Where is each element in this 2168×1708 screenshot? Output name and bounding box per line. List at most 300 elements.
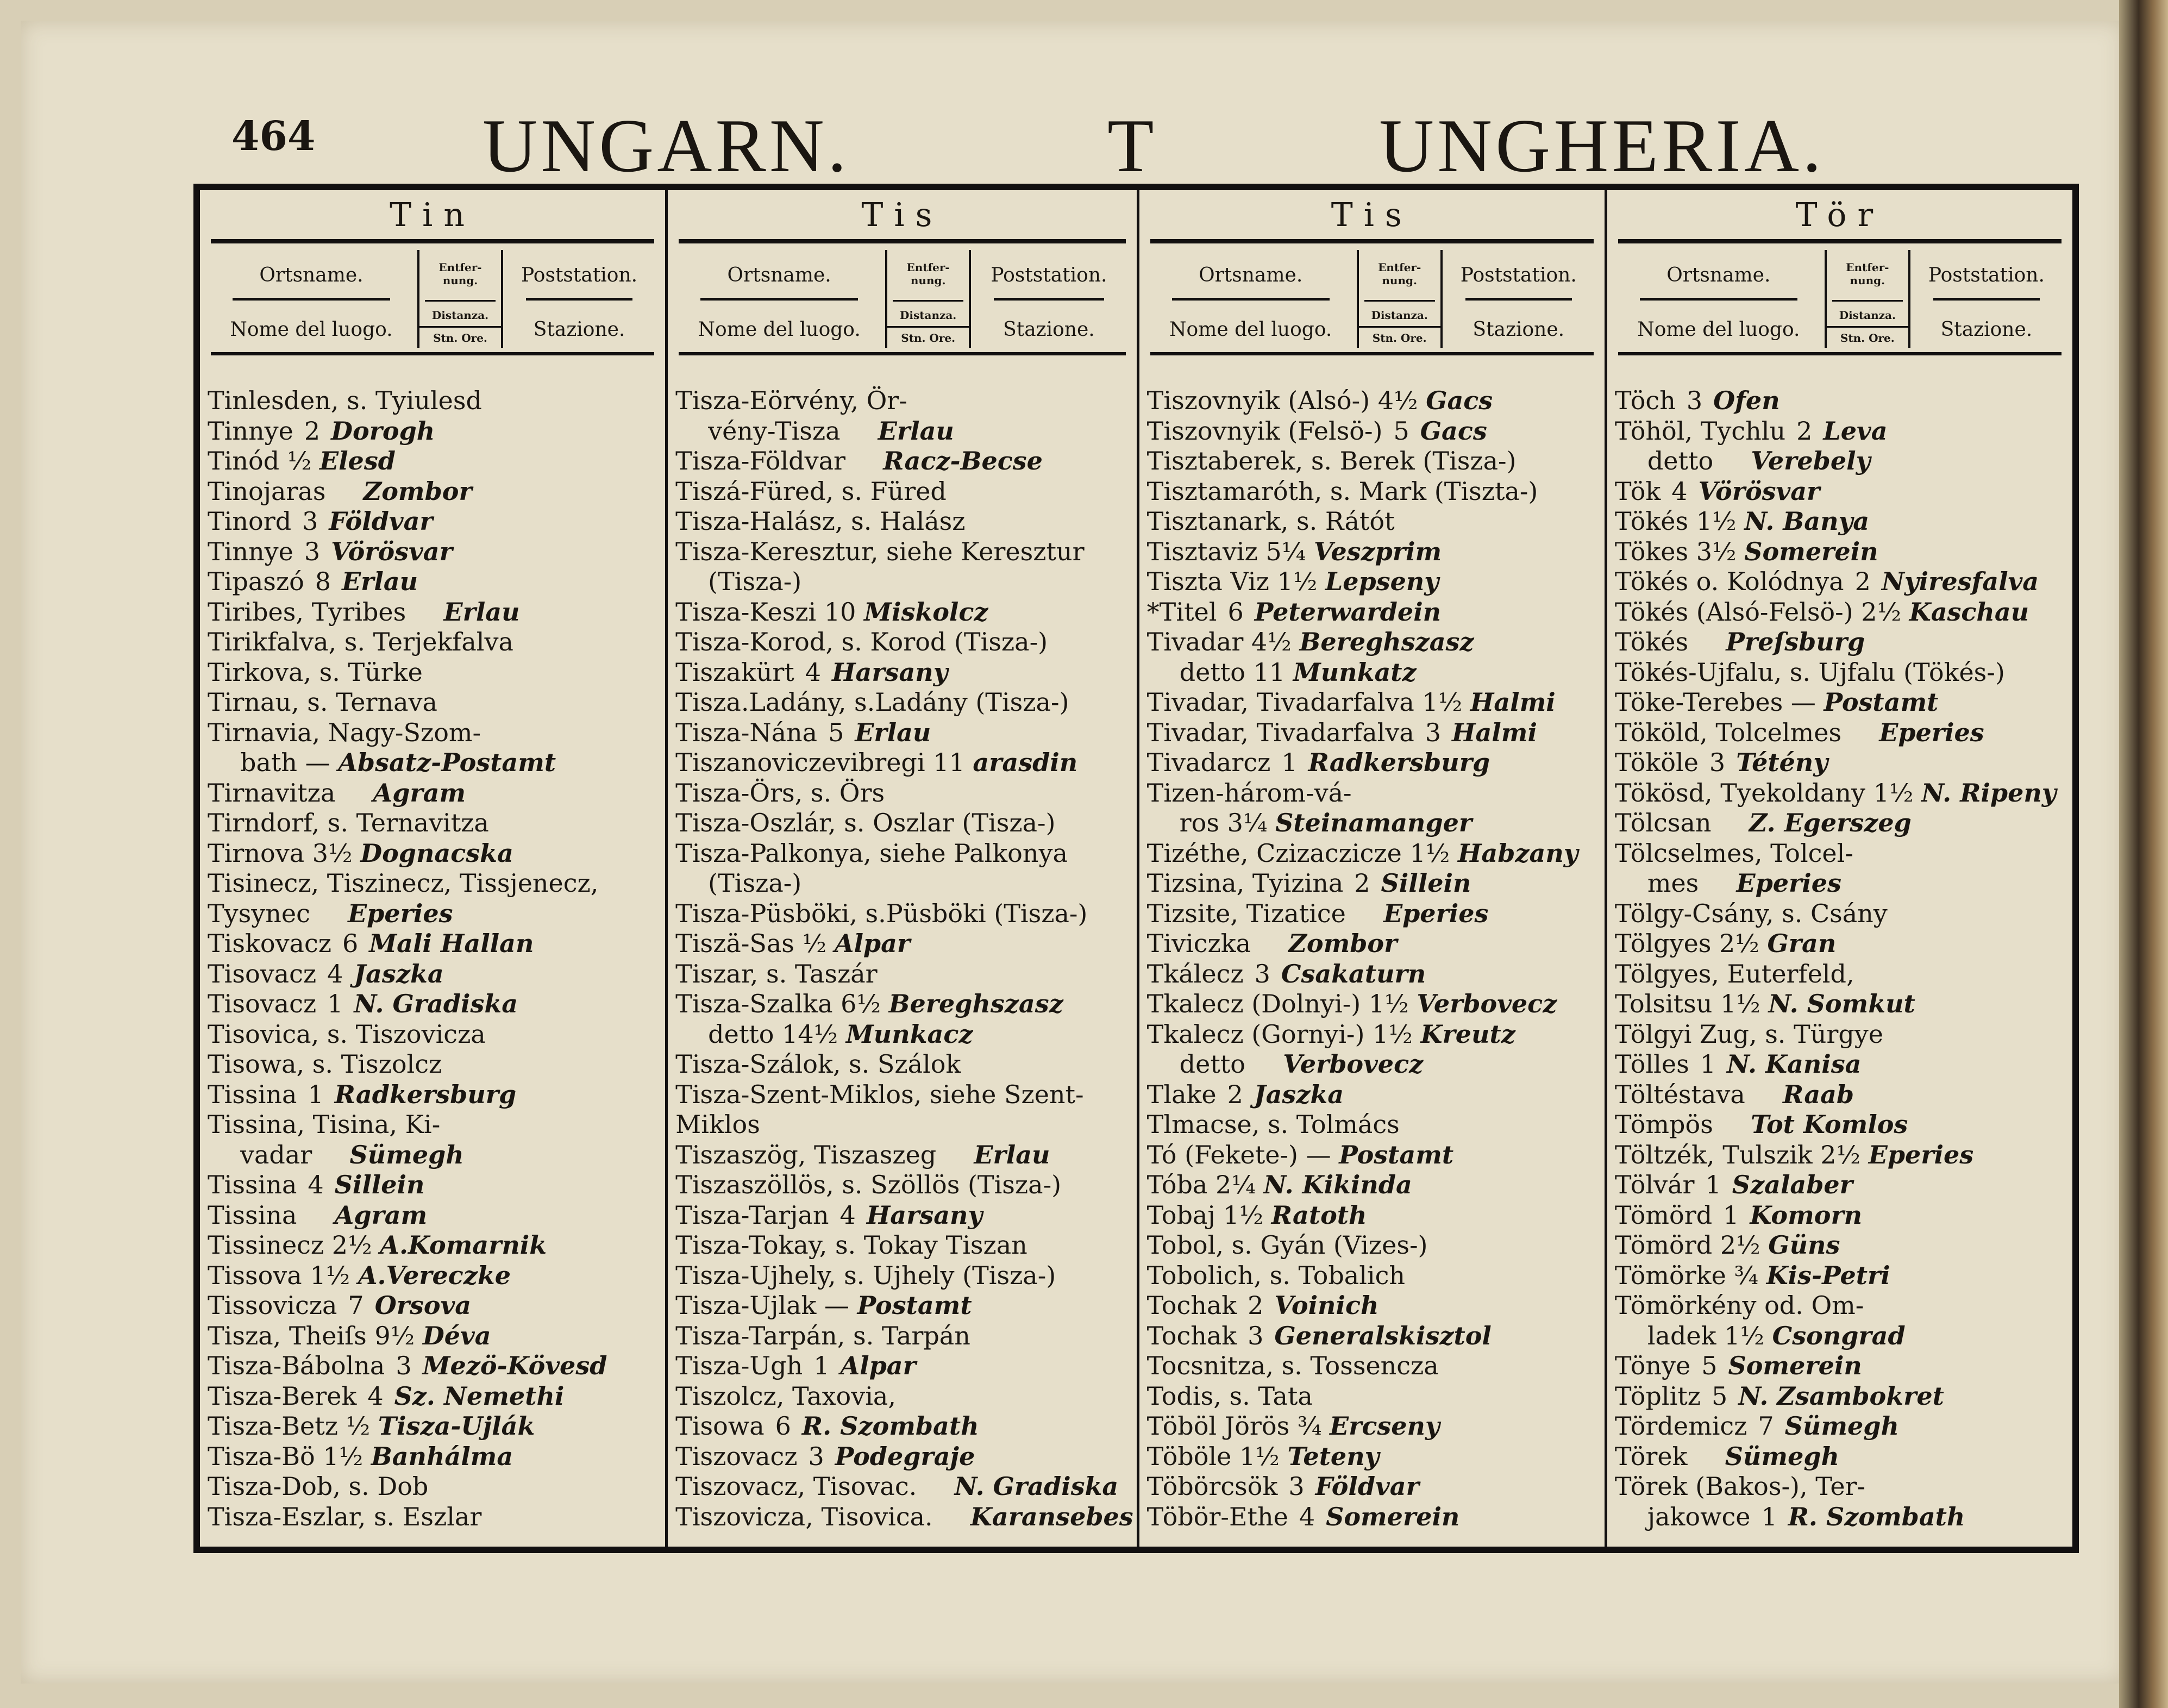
place-name: Tisza-Nána: [675, 717, 818, 747]
table-row: [1615, 868, 2069, 899]
table-row: [1615, 1019, 2069, 1050]
table-row: [208, 627, 662, 658]
place-name: Tisza-Ugh: [675, 1351, 803, 1380]
table-row: [208, 1049, 662, 1080]
place-name: Tisza-Betz: [208, 1411, 338, 1441]
distance: 1: [1281, 748, 1298, 777]
distance: 4½: [1251, 627, 1292, 656]
place-name: Tochak: [1146, 1321, 1237, 1350]
post-station: Munkatz: [1293, 657, 1417, 687]
distance: 1½: [323, 1441, 364, 1471]
table-row: [675, 1110, 1133, 1140]
table-row: [208, 1019, 662, 1050]
table-row: [1147, 567, 1601, 597]
post-station: Eperies: [1868, 1140, 1974, 1169]
place-name: Tisza-Ujlak: [675, 1291, 817, 1320]
place-name: Tisza, Theiſs: [208, 1321, 367, 1350]
post-station: Alpar: [834, 929, 911, 958]
distance: 1½: [1724, 1321, 1764, 1350]
post-station: Gacs: [1420, 416, 1487, 446]
table-row: [208, 778, 662, 809]
place-name: Töböle: [1146, 1441, 1232, 1471]
distance: 1½: [1873, 778, 1914, 808]
distance: 1: [327, 989, 343, 1018]
place-name: Tisza-Bábolna: [208, 1351, 385, 1380]
table-row: [1615, 929, 2069, 959]
place-name: Tobaj: [1146, 1200, 1215, 1230]
place-name: Tiszovnyik (Alsó-): [1146, 386, 1370, 415]
place-name: Tissina, Tisina, Ki-: [208, 1110, 441, 1139]
post-station: Elesd: [319, 446, 396, 476]
place-name: vadar: [240, 1140, 312, 1169]
header-name-it: Nome del luogo.: [230, 318, 393, 341]
distance: 1: [1700, 1049, 1716, 1079]
place-name: ros: [1179, 808, 1219, 837]
place-name: Tinojaras: [208, 476, 326, 506]
place-name: Tisza-Tarjan: [675, 1200, 829, 1230]
post-station: Z. Egerszeg: [1749, 808, 1912, 837]
post-station: Verbovecz: [1417, 989, 1557, 1018]
place-name: Tölles: [1614, 1049, 1689, 1079]
table-row: [675, 477, 1133, 507]
table-row: [1615, 1472, 2069, 1502]
post-station: Sz. Nemethi: [394, 1381, 565, 1411]
post-station: Bereghszasz: [1299, 627, 1474, 656]
post-station: Sümegh: [349, 1140, 464, 1169]
table-row: [1147, 687, 1601, 718]
distance: 2: [304, 416, 321, 446]
table-row: [208, 597, 662, 628]
table-row: [675, 989, 1133, 1019]
distance: 4: [839, 1200, 856, 1230]
place-name: *Titel: [1146, 597, 1217, 627]
place-name: Tökés (Alsó-Felsö-): [1614, 597, 1853, 627]
column-header: [211, 239, 654, 355]
header-post-station: [504, 243, 654, 352]
table-row: [208, 1381, 662, 1412]
post-station: Ercseny: [1330, 1411, 1440, 1441]
post-station: N. Zsambokret: [1738, 1381, 1944, 1411]
post-station: Tot Komlos: [1751, 1110, 1908, 1139]
table-row: [1147, 1110, 1601, 1140]
header-place-name: [1618, 243, 1819, 352]
distance: 1½: [1409, 838, 1450, 868]
table-row: [1615, 989, 2069, 1019]
distance: ¾: [1734, 1260, 1759, 1290]
table-row: [1147, 1411, 1601, 1442]
table-row: [1147, 899, 1601, 929]
running-title-letter: T: [1107, 104, 1157, 188]
post-station: Vörösvar: [1698, 476, 1820, 506]
distance: 3: [808, 1441, 824, 1471]
place-name: Tirnau, s. Ternava: [208, 687, 437, 717]
place-name: Tökés: [1614, 627, 1689, 656]
place-name: Tocsnitza, s. Tossencza: [1146, 1351, 1439, 1380]
place-name: Tizsina, Tyizina: [1146, 868, 1344, 898]
place-name: Tiribes, Tyribes: [208, 597, 406, 627]
post-station: Leva: [1823, 416, 1888, 446]
table-row: [1615, 687, 2069, 718]
table-row: [675, 1200, 1133, 1231]
place-name: Miklos: [675, 1110, 760, 1139]
place-name: Tissina: [208, 1170, 297, 1199]
place-name: vény-Tisza: [708, 416, 841, 446]
table-row: [1147, 808, 1601, 839]
post-station: Dognacska: [360, 838, 513, 868]
place-name: Tlmacse, s. Tolmács: [1146, 1110, 1400, 1139]
table-row: [1147, 778, 1601, 809]
table-row: [208, 1140, 662, 1171]
place-name: Tiszolcz, Taxovia,: [675, 1381, 896, 1411]
place-name: Tiszá-Füred, s. Füred: [675, 476, 947, 506]
post-station: N. Banya: [1744, 506, 1870, 536]
post-station: Gacs: [1426, 386, 1493, 415]
distance: 3: [1248, 1321, 1264, 1350]
place-name: Tisza-Palkonya, siehe Palkonya: [675, 838, 1068, 868]
table-row: [675, 537, 1133, 567]
post-station: Agram: [334, 1200, 428, 1230]
place-name: Tisza-Szent-Miklos, siehe Szent-: [675, 1079, 1084, 1109]
place-name: Tiszovnyik (Felsö-): [1146, 416, 1383, 446]
table-row: [208, 959, 662, 990]
table-row: [1147, 1049, 1601, 1080]
place-name: Tölgy-Csány, s. Csány: [1614, 898, 1888, 928]
place-name: Tisovacz: [208, 959, 317, 988]
place-name: Tisza-Keszi: [675, 597, 817, 627]
column-title: Tör: [1795, 196, 1884, 234]
header-rule: [994, 298, 1104, 301]
table-row: [675, 1019, 1133, 1050]
place-name: Tisza-Halász, s. Halász: [675, 506, 966, 536]
header-dist-it: Distanza.: [1371, 309, 1428, 322]
distance: 1½: [1277, 567, 1318, 596]
table-row: [1147, 989, 1601, 1019]
place-name: Tiskovacz: [208, 929, 331, 958]
column-title: Tin: [390, 196, 475, 234]
place-name: Tisovica, s. Tiszovicza: [208, 1019, 486, 1049]
post-station: Erlau: [855, 717, 931, 747]
table-row: [208, 687, 662, 718]
table-row: [1615, 1381, 2069, 1412]
table-row: [675, 1140, 1133, 1171]
table-row: [675, 929, 1133, 959]
table-row: [208, 899, 662, 929]
table-row: [675, 1502, 1133, 1532]
place-name: (Tisza-): [708, 567, 802, 596]
table-row: [1147, 1321, 1601, 1352]
header-distance: [417, 250, 503, 348]
distance: 2½: [1720, 1230, 1760, 1260]
place-name: Tökés-Ujfalu, s. Ujfalu (Tökés-): [1614, 657, 2005, 687]
place-name: Tirkova, s. Türke: [208, 657, 423, 687]
distance: 14½: [782, 1019, 838, 1049]
table-row: [1615, 1049, 2069, 1080]
distance: 4½: [1377, 386, 1418, 415]
post-station: Bereghszasz: [888, 989, 1063, 1018]
header-dist-it: Distanza.: [900, 309, 957, 322]
header-post-it: Stazione.: [533, 318, 625, 341]
place-name: ladek: [1647, 1321, 1716, 1350]
table-row: [675, 959, 1133, 990]
place-name: Tissova: [208, 1260, 302, 1290]
place-name: Tirikfalva, s. Terjekfalva: [208, 627, 513, 656]
table-row: [1147, 416, 1601, 447]
place-name: Tirnova: [208, 838, 305, 868]
place-name: Tisza-Eörvény, Ör-: [675, 386, 907, 415]
header-rule: [233, 298, 390, 301]
place-name: Tobol, s. Gyán (Vizes-): [1146, 1230, 1428, 1260]
header-distance: [1357, 250, 1443, 348]
table-row: [208, 1502, 662, 1532]
place-name: Tisinecz, Tiszinecz, Tissjenecz,: [208, 868, 599, 898]
place-name: Tisowa, s. Tiszolcz: [208, 1049, 442, 1079]
post-station: Komorn: [1750, 1200, 1863, 1230]
place-name: Tinord: [208, 506, 292, 536]
place-name: Tkálecz: [1146, 959, 1244, 988]
place-name: Tysynec: [208, 898, 310, 928]
table-row: [1147, 1230, 1601, 1261]
running-title-german: UNGARN.: [483, 104, 850, 188]
post-station: Gran: [1767, 929, 1837, 958]
table-column: [1607, 190, 2072, 1547]
distance: 8: [315, 567, 331, 596]
place-name: Tinód: [208, 446, 280, 476]
table-row: [1147, 1381, 1601, 1412]
distance: ½: [802, 929, 827, 958]
header-distance: [885, 250, 971, 348]
place-name: (Tisza-): [708, 868, 802, 898]
table-row: [1147, 537, 1601, 567]
book-spine: [2119, 0, 2168, 1708]
place-name: Tissovicza: [208, 1291, 337, 1320]
distance: 3: [1254, 959, 1270, 988]
entry-list: [1607, 355, 2072, 1532]
table-row: [675, 506, 1133, 537]
post-station: Jaszka: [1254, 1079, 1344, 1109]
distance: ¾: [1297, 1411, 1322, 1441]
place-name: Tömörke: [1614, 1260, 1726, 1290]
place-name: Tisza-Földvar: [675, 446, 846, 476]
place-name: detto: [1179, 657, 1246, 687]
place-name: Tisztamaróth, s. Mark (Tiszta-): [1146, 476, 1538, 506]
header-post-de: Poststation.: [991, 264, 1107, 286]
table-row: [1615, 1442, 2069, 1472]
post-station: Teteny: [1287, 1441, 1380, 1471]
post-station: Orsova: [374, 1291, 472, 1320]
place-name: Tobolich, s. Tobalich: [1146, 1260, 1406, 1290]
distance: —: [824, 1291, 850, 1320]
header-name-it: Nome del luogo.: [698, 318, 861, 341]
place-name: Todis, s. Tata: [1146, 1381, 1313, 1411]
distance: 11: [1253, 657, 1286, 687]
table-row: [675, 839, 1133, 869]
header-dist-it: Distanza.: [1839, 309, 1896, 322]
table-row: [208, 658, 662, 688]
table-row: [675, 899, 1133, 929]
table-row: [1615, 959, 2069, 990]
table-row: [675, 1381, 1133, 1412]
place-name: Tisza-Eszlar, s. Eszlar: [208, 1501, 482, 1531]
place-name: Tivadar, Tivadarfalva: [1146, 717, 1414, 747]
distance: 5: [1712, 1381, 1728, 1411]
place-name: Töböl Jörös: [1146, 1411, 1290, 1441]
place-name: mes: [1647, 868, 1699, 898]
place-name: Töltzék, Tulszik: [1614, 1140, 1813, 1169]
distance: 3: [1686, 386, 1703, 415]
distance: 4: [308, 1170, 324, 1199]
place-name: Tissina: [208, 1079, 297, 1109]
table-row: [1147, 1200, 1601, 1231]
place-name: Töbörcsök: [1146, 1472, 1278, 1501]
table-row: [1147, 1502, 1601, 1532]
place-name: Tölgyes: [1614, 929, 1712, 958]
post-station: Mezö-Kövesd: [422, 1351, 607, 1380]
header-dist-units: Stn. Ore.: [1372, 331, 1427, 345]
post-station: Nyiresfalva: [1881, 567, 2039, 596]
place-name: Tkalecz (Dolnyi-): [1146, 989, 1361, 1018]
table-row: [208, 446, 662, 477]
table-row: [1615, 416, 2069, 447]
column-title: Tis: [1331, 196, 1413, 234]
post-station: Eperies: [1736, 868, 1841, 898]
place-name: Tkalecz (Gornyi-): [1146, 1019, 1365, 1049]
distance: 3¼: [1227, 808, 1268, 837]
distance: 2½: [1719, 929, 1759, 958]
place-name: Tökes: [1614, 536, 1689, 566]
place-name: Tiszanoviczevibregi: [675, 748, 925, 777]
header-dist-it: Distanza.: [431, 309, 489, 322]
distance: 4: [805, 657, 822, 687]
header-rule: [700, 298, 858, 301]
header-post-de: Poststation.: [1460, 264, 1577, 286]
column-title: Tis: [861, 196, 943, 234]
distance: 2½: [1861, 597, 1902, 627]
header-dist-de: [1359, 261, 1440, 287]
table-row: [675, 597, 1133, 628]
place-name: Tönye: [1614, 1351, 1691, 1380]
column-header: [679, 239, 1126, 355]
place-name: Tökés: [1614, 506, 1689, 536]
post-station: Somerein: [1728, 1351, 1862, 1380]
table-row: [208, 1170, 662, 1200]
table-row: [1615, 718, 2069, 748]
table-row: [1615, 1080, 2069, 1110]
table-row: [675, 627, 1133, 658]
table-row: [1615, 386, 2069, 416]
place-name: Tisza-Dob, s. Dob: [208, 1472, 429, 1501]
place-name: Tök: [1614, 476, 1661, 506]
distance: 1½: [1368, 989, 1409, 1018]
header-post-it: Stazione.: [1473, 318, 1565, 341]
place-name: Tirnavia, Nagy-Szom-: [208, 717, 481, 747]
table-row: [1615, 1261, 2069, 1291]
post-station: Kis-Petri: [1766, 1260, 1890, 1290]
post-station: Somerein: [1744, 536, 1878, 566]
header-dist-2: nung.: [1382, 274, 1417, 287]
place-name: Tisza-Korod, s. Korod (Tisza-): [675, 627, 1048, 656]
table-row: [1147, 1442, 1601, 1472]
post-station: R. Szombath: [1788, 1501, 1965, 1531]
header-dist-1: Entfer-: [906, 261, 950, 274]
distance: 1½: [1223, 1200, 1264, 1230]
distance: 2: [1854, 567, 1871, 596]
post-station: arasdin: [973, 748, 1078, 777]
distance: 10: [824, 597, 856, 627]
place-name: Tisza-Tokay, s. Tokay Tiszan: [675, 1230, 1027, 1260]
table-row: [1615, 748, 2069, 778]
table-row: [208, 1080, 662, 1110]
header-post-station: [1444, 243, 1594, 352]
table-row: [1615, 1140, 2069, 1171]
place-name: Tömörkény od. Om-: [1614, 1291, 1864, 1320]
distance: 3: [304, 536, 321, 566]
place-name: Tochak: [1146, 1291, 1237, 1320]
distance: 2: [1354, 868, 1370, 898]
table-row: [1147, 929, 1601, 959]
table-row: [1615, 477, 2069, 507]
place-name: Tisza-Oszlár, s. Oszlar (Tisza-): [675, 808, 1056, 837]
post-station: Karansebes: [970, 1501, 1133, 1531]
place-name: Tökösd, Tyekoldany: [1614, 778, 1865, 808]
table-row: [208, 1442, 662, 1472]
post-station: Güns: [1768, 1230, 1840, 1260]
header-post-station: [972, 243, 1126, 352]
table-row: [1615, 627, 2069, 658]
place-name: Tömörd: [1614, 1200, 1713, 1230]
table-row: [1615, 567, 2069, 597]
distance: 2: [1227, 1079, 1243, 1109]
header-name-it: Nome del luogo.: [1169, 318, 1332, 341]
post-station: Voinich: [1274, 1291, 1379, 1320]
table-row: [675, 1080, 1133, 1110]
header-dist-units: Stn. Ore.: [1840, 331, 1895, 345]
table-row: [208, 718, 662, 748]
place-name: Tisza.Ladány, s.Ladány (Tisza-): [675, 687, 1069, 717]
table-row: [675, 386, 1133, 416]
place-name: bath: [240, 748, 297, 777]
table-row: [208, 1230, 662, 1261]
place-name: Tiszaszög, Tiszaszeg: [675, 1140, 937, 1169]
header-rule: [1364, 300, 1435, 302]
header-dist-units: Stn. Ore.: [901, 331, 956, 345]
distance: 3: [1709, 748, 1726, 777]
table-row: [1615, 658, 2069, 688]
post-station: Sümegh: [1784, 1411, 1899, 1441]
distance: 5: [1393, 416, 1409, 446]
header-dist-de: [419, 261, 501, 287]
place-name: Töbör-Ethe: [1146, 1501, 1288, 1531]
header-post-station: [1912, 243, 2062, 352]
post-station: Podegraje: [835, 1441, 975, 1471]
table-row: [1615, 1170, 2069, 1200]
post-station: Sillein: [1381, 868, 1471, 898]
table-row: [1615, 1230, 2069, 1261]
table-row: [1147, 839, 1601, 869]
table-row: [1147, 597, 1601, 628]
table-row: [1615, 1411, 2069, 1442]
post-station: Zombor: [1288, 929, 1398, 958]
table-row: [208, 868, 662, 899]
post-station: A.Komarnik: [380, 1230, 547, 1260]
table-row: [1615, 1321, 2069, 1352]
place-name: Tölgyi Zug, s. Türgye: [1614, 1019, 1883, 1049]
header-post-it: Stazione.: [1003, 318, 1095, 341]
post-station: Eperies: [348, 898, 453, 928]
table-row: [1147, 1170, 1601, 1200]
place-name: Tiszovicza, Tisovica.: [675, 1501, 933, 1531]
distance: 6½: [841, 989, 881, 1018]
post-station: Erlau: [878, 416, 954, 446]
